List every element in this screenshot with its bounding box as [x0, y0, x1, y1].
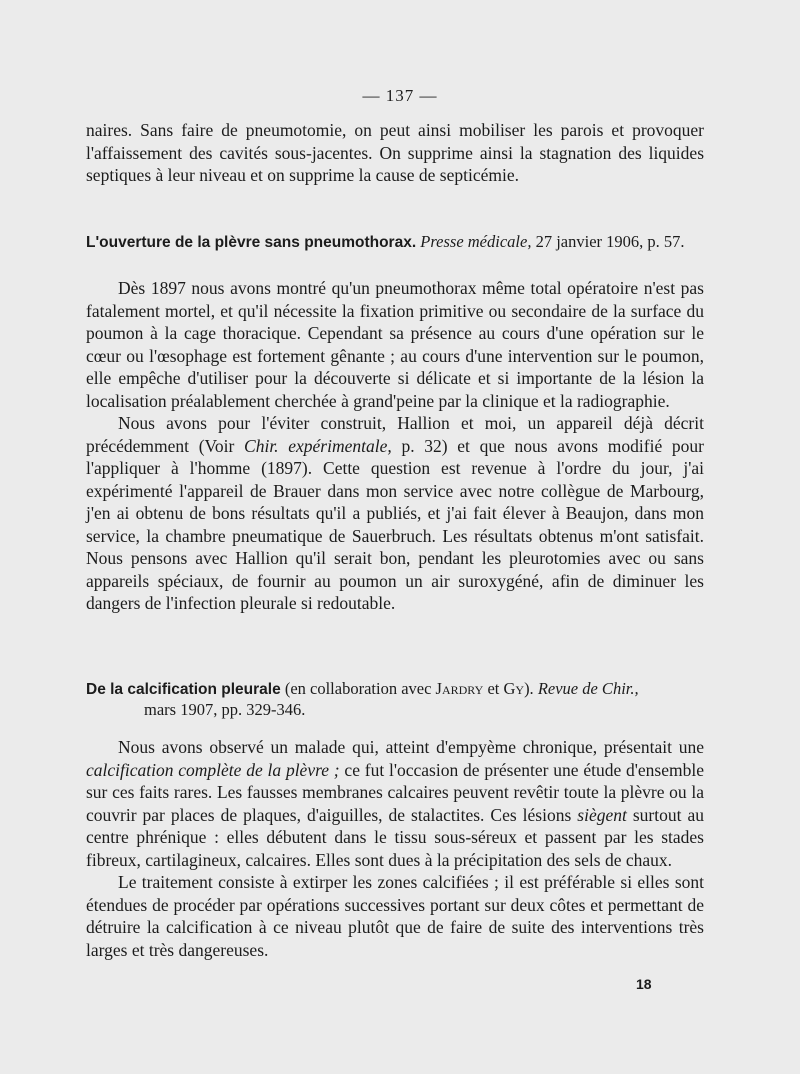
section2-heading: [86, 679, 711, 720]
section1-p2-text-a: Nous avons pour l'éviter construit, Hallion et moi, un appareil déjà décrit précédemment (Voir: [86, 413, 704, 456]
section2-author-1: Jardry: [435, 679, 484, 698]
section2-source: Revue de Chir.,: [537, 679, 639, 698]
section1-paragraph-2: [86, 412, 704, 615]
section2-title: De la calcification pleurale: [86, 681, 281, 698]
section2-paragraph-2: Le traitement consiste à extirper les zones calcifiées ; il est préférable si elles sont étendues de procéder par opérations successives portant sur deux côtes et permettant de détruire la calcification à ce niveau plutôt que de faire de suite des interventions très larges et très dangereuses.: [86, 872, 704, 960]
intro-paragraph: naires. Sans faire de pneumotomie, on peut ainsi mobiliser les parois et provoquer l'affaissement des cavités sous-jacentes. On supprime ainsi la stagnation des liquides septiques à leur niveau et on supprime la cause de septicémie.: [86, 120, 704, 185]
section1-title: L'ouverture de la plèvre sans pneumothorax.: [86, 234, 417, 251]
section2-body: [86, 736, 704, 961]
section2-p1-emphasis-2: siègent: [577, 804, 627, 825]
section2-p1-emphasis: calcification complète de la plèvre ;: [86, 759, 340, 780]
section1-heading: [86, 232, 711, 253]
intro-paragraph-block: [86, 119, 704, 187]
section1-date: 27 janvier 1906, p. 57.: [535, 232, 685, 251]
section2-p1-text-b: ce fut l'occasion de présenter une étude d'ensemble sur ces faits rares. Les fausses membranes calcaires peuvent revêtir toute la plèvre ou la couvrir par places de plaques, d'aiguilles, de stalactites. Ces lésions: [86, 759, 705, 825]
section1-source: Presse médicale,: [420, 232, 532, 251]
section2-p1-text-a: Nous avons observé un malade qui, atteint d'empyème chronique, présentait une: [118, 737, 704, 757]
section1-p2-text-b: p. 32) et que nous avons modifié pour l'appliquer à l'homme (1897). Cette question est revenue à l'ordre du jour, j'ai expérimenté l'appareil de Brauer dans mon service avec notre collègue de Marbourg, j'en ai obtenu de bons résultats qu'il a publiés, et j'ai fait élever à Beaujon, dans mon service, la chambre pneumatique de Sauerbruch. Les résultats obtenus m'ont satisfait. Nous pensons avec Hallion qu'il serait bon, pendant les pleurotomies avec ou sans appareils spéciaux, de fournir au poumon un air suroxygéné, afin de diminuer les dangers de l'infection pleurale si redoutable.: [86, 435, 704, 613]
section1-paragraph-1: Dès 1897 nous avons montré qu'un pneumothorax même total opératoire n'est pas fatalement mortel, et qu'il nécessite la fixation primitive ou secondaire de la surface du poumon à la cage thoracique. Cependant sa présence au cours d'une opération sur le cœur ou l'œsophage est fortement gênante ; au cours d'une intervention sur le poumon, elle empêche d'utiliser pour la découverte si délicate et si importante de la lésion la localisation préalablement cherchée à grand'peine par la clinique et la radiographie.: [86, 278, 704, 411]
signature-mark: 18: [636, 976, 652, 992]
page-number: — 137 —: [362, 86, 438, 105]
section1-body: [86, 277, 704, 615]
section2-and: et: [487, 679, 500, 698]
section2-p1-text-c: surtout au centre phrénique : elles débutent dans le tissu sous-séreux et passent par les stades fibreux, cartilagineux, calcaires. Elles sont dues à la précipitation des sels de chaux.: [86, 804, 704, 870]
section2-paragraph-1: [86, 736, 704, 871]
section2-date: mars 1907, pp. 329-346.: [144, 700, 306, 719]
section2-collab: (en collaboration avec: [284, 679, 432, 698]
section2-author-2: Gy).: [503, 679, 534, 698]
section1-p2-reference: Chir. expérimentale,: [244, 435, 392, 456]
